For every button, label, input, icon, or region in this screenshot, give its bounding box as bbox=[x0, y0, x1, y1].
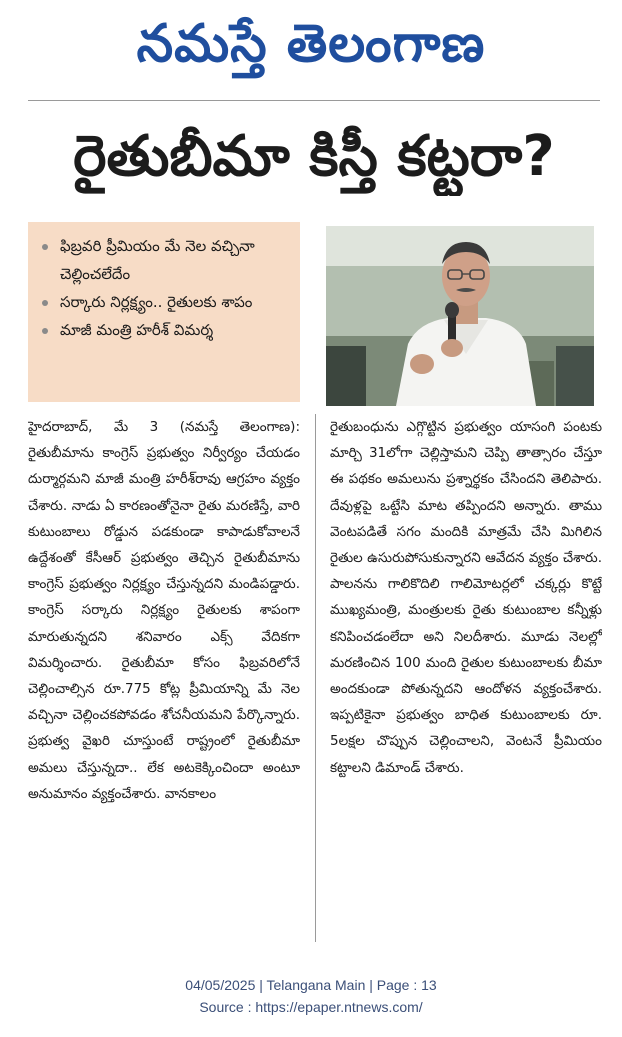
header-divider bbox=[28, 100, 600, 101]
highlights-box bbox=[28, 222, 300, 402]
column-divider bbox=[315, 414, 316, 942]
highlight-text: సర్కారు నిర్లక్ష్యం.. రైతులకు శాపం bbox=[60, 293, 253, 311]
highlight-text: ఫిబ్రవరి ప్రీమియం మే నెల వచ్చినా చెల్లించలేదేం bbox=[60, 237, 255, 283]
bullet-dot-icon bbox=[42, 244, 48, 250]
masthead-title: నమస్తే తెలంగాణ bbox=[136, 13, 486, 74]
bullet-dot-icon bbox=[42, 328, 48, 334]
highlight-item bbox=[42, 288, 288, 316]
highlight-item bbox=[42, 232, 288, 288]
highlight-text: మాజీ మంత్రి హరీశ్ విమర్శ bbox=[60, 321, 214, 339]
man-speaking-into-microphone-photo bbox=[326, 226, 594, 406]
footer-source-link[interactable]: Source : https://epaper.ntnews.com/ bbox=[199, 999, 423, 1015]
article-column-right: రైతుబంధును ఎగ్గొట్టిన ప్రభుత్వం యాసంగి పంటకు మార్చి 31లోగా చెల్లిస్తామని చెప్పి తాత్సారం చేస్తూ ఈ పథకం అమలును ప్రశ్నార్థకం చేసిందని తెలిపారు. దేవుళ్లపై ఒట్టేసి మాట తప్పిందని అన్నారు. తాము వెంటపడితే సగం మందికి మాత్రమే చేసి మిగిలిన రైతుల ఉసురుపోసుకున్నారని ఆవేదన వ్యక్తం చేశారు. పాలనను గాలికొదిలి గాలిమోటర్లలో చక్కర్లు కొట్టే ముఖ్యమంత్రి, మంత్రులకు రైతు కుటుంబాల కన్నీళ్లు కనిపించడంలేదా అని నిలదీశారు. మూడు నెలల్లో మరణించిన 100 మంది రైతుల కుటుంబాలకు బీమా అందకుండా పోతున్నదని ఆందోళన వ్యక్తంచేశారు. ఇప్పటికైనా ప్రభుత్వం బాధిత కుటుంబాలకు రూ. 5లక్షల చొప్పున చెల్లించాలని, వెంటనే ప్రీమియం కట్టాలని డిమాండ్ చేశారు. bbox=[330, 419, 602, 776]
bullet-dot-icon bbox=[42, 300, 48, 306]
article-column-left: హైదరాబాద్, మే 3 (నమస్తే తెలంగాణ): రైతుబీమాను కాంగ్రెస్ ప్రభుత్వం నిర్వీర్యం చేయడం దుర్మార్గమని మాజీ మంత్రి హరీశ్‌రావు ఆగ్రహం వ్యక్తం చేశారు. నాడు ఏ కారణంతోనైనా రైతు మరణిస్తే, వారి కుటుంబాలు రోడ్డున పడకుండా కాపాడుకోవాలనే ఉద్దేశంతో కేసీఆర్ ప్రభుత్వం తెచ్చిన రైతుబీమాను కాంగ్రెస్ ప్రభుత్వం నిర్లక్ష్యం చేస్తున్నదని మండిపడ్డారు. కాంగ్రెస్ సర్కారు నిర్లక్ష్యం రైతులకు శాపంగా మారుతున్నదని శనివారం ఎక్స్ వేదికగా విమర్శించారు. రైతుబీమా కోసం ఫిబ్రవరిలోనే చెల్లించాల్సిన రూ.775 కోట్ల ప్రీమియాన్ని మే నెల వచ్చినా చెల్లించకపోవడం శోచనీయమని పేర్కొన్నారు. ప్రభుత్వ వైఖరి చూస్తుంటే రాష్ట్రంలో రైతుబీమా అమలు చేస్తున్నదా.. లేక అటకెక్కించిందా అంటూ అనుమానం వ్యక్తంచేశారు. వానకాలం bbox=[28, 419, 300, 802]
headline: రైతుబీమా కిస్తీ కట్టరా? bbox=[73, 124, 555, 189]
footer-edition-info: 04/05/2025 | Telangana Main | Page : 13 bbox=[185, 977, 437, 993]
speaker-photo bbox=[326, 226, 594, 406]
highlight-item bbox=[42, 316, 288, 344]
